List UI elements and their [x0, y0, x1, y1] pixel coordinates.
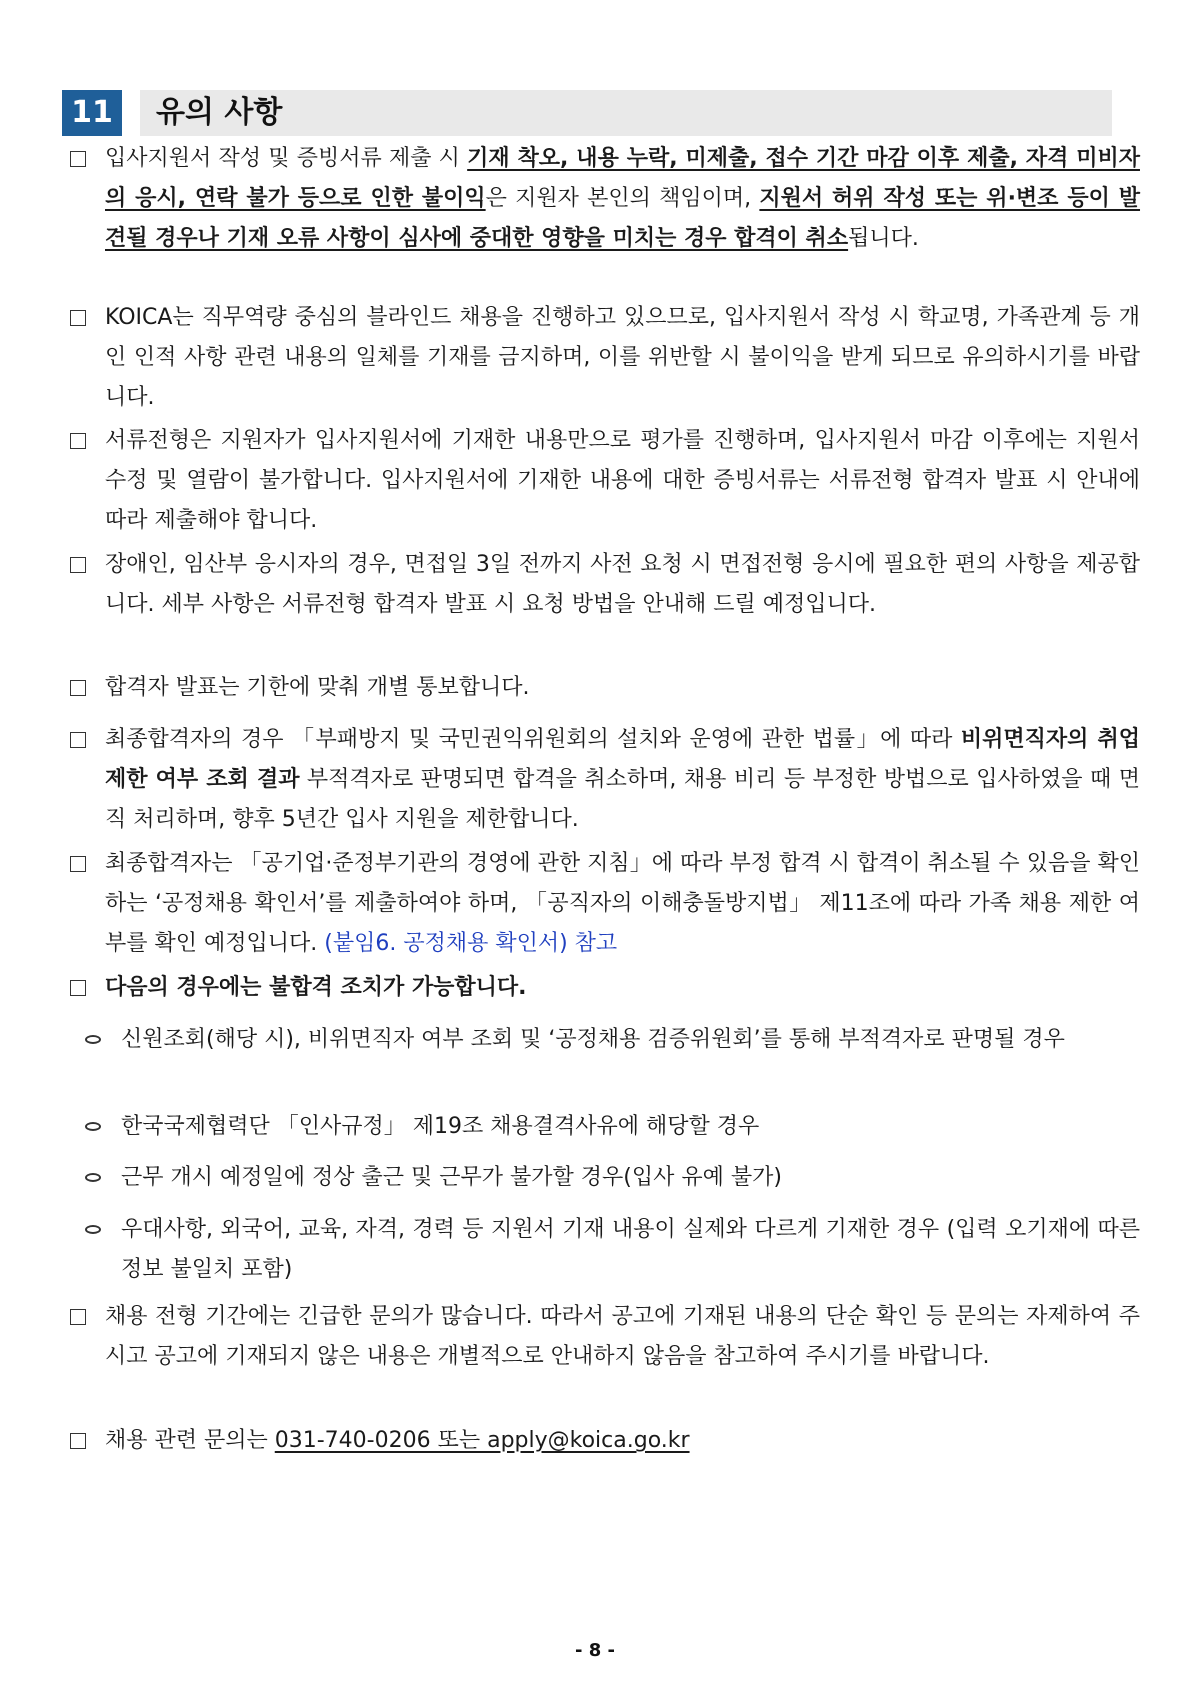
notice-item-10 [70, 1421, 1140, 1461]
contact-info[interactable]: 031-740-0206 또는 apply@koica.go.kr [274, 1428, 690, 1453]
sub-item-1 [85, 1020, 1140, 1060]
checkbox-square-icon [70, 980, 86, 996]
checkbox-square-icon [70, 1433, 86, 1449]
page-number: - 8 - [575, 1640, 615, 1661]
notice-item-3 [70, 421, 1140, 541]
checkbox-square-icon [70, 310, 86, 326]
circle-bullet-icon [85, 1225, 101, 1234]
notice-text: 최종합격자는 「공기업·준정부기관의 경영에 관한 지침」에 따라 부정 합격 시 합격이 취소될 수 있음을 확인하는 ‘공정채용 확인서’를 제출하여야 하며, 「공직자의 이해충돌방지법」 제11조에 따라 가족 채용 제한 여부를 확인 예정입니다. (붙임6. 공정채용 확인서) 참고 [105, 851, 1140, 956]
notice-item-7 [70, 844, 1140, 964]
sub-item-text: 한국국제협력단 「인사규정」 제19조 채용결격사유에 해당할 경우 [121, 1114, 760, 1139]
notice-item-8 [70, 968, 1140, 1008]
checkbox-square-icon [70, 151, 86, 167]
checkbox-square-icon [70, 680, 86, 696]
section-title: 유의 사항 [156, 95, 283, 130]
section-number: 11 [62, 90, 122, 136]
checkbox-square-icon [70, 732, 86, 748]
section-title-bar [140, 90, 1112, 136]
sub-item-3 [85, 1158, 1140, 1198]
checkbox-square-icon [70, 433, 86, 449]
notice-text: 채용 관련 문의는 031-740-0206 또는 apply@koica.go.kr [105, 1428, 690, 1453]
notice-text: KOICA는 직무역량 중심의 블라인드 채용을 진행하고 있으므로, 입사지원서 작성 시 학교명, 가족관계 등 개인 인적 사항 관련 내용의 일체를 기재를 금지하며, 이를 위반할 시 불이익을 받게 되므로 유의하시기를 바랍니다. [105, 305, 1140, 410]
attachment-reference: (붙임6. 공정채용 확인서) 참고 [324, 931, 618, 956]
circle-bullet-icon [85, 1035, 101, 1044]
checkbox-square-icon [70, 856, 86, 872]
notice-item-6 [70, 720, 1140, 840]
sub-item-text: 신원조회(해당 시), 비위면직자 여부 조회 및 ‘공정채용 검증위원회’를 통해 부적격자로 판명될 경우 [121, 1027, 1065, 1052]
notice-text: 서류전형은 지원자가 입사지원서에 기재한 내용만으로 평가를 진행하며, 입사지원서 마감 이후에는 지원서 수정 및 열람이 불가합니다. 입사지원서에 기재한 내용에 대한 증빙서류는 서류전형 합격자 발표 시 안내에 따라 제출해야 합니다. [105, 428, 1140, 533]
notice-item-9 [70, 1297, 1140, 1377]
notice-item-2 [70, 298, 1140, 418]
notice-text: 입사지원서 작성 및 증빙서류 제출 시 기재 착오, 내용 누락, 미제출, 접수 기간 마감 이후 제출, 자격 미비자의 응시, 연락 불가 등으로 인한 불이익은 지원자 본인의 책임이며, 지원서 허위 작성 또는 위·변조 등이 발견될 경우나 기재 오류 사항이 심사에 중대한 영향을 미치는 경우 합격이 취소됩니다. [105, 146, 1141, 251]
notice-item-5 [70, 668, 1140, 708]
circle-bullet-icon [85, 1122, 101, 1131]
sub-item-2 [85, 1107, 1140, 1147]
circle-bullet-icon [85, 1173, 101, 1182]
sub-item-text: 근무 개시 예정일에 정상 출근 및 근무가 불가할 경우(입사 유예 불가) [121, 1165, 782, 1190]
section-header [62, 90, 1112, 136]
notice-item-4 [70, 545, 1140, 625]
notice-text: 최종합격자의 경우 「부패방지 및 국민권익위원회의 설치와 운영에 관한 법률」에 따라 비위면직자의 취업 제한 여부 조회 결과 부적격자로 판명되면 합격을 취소하며, 채용 비리 등 부정한 방법으로 입사하였을 때 면직 처리하며, 향후 5년간 입사 지원을 제한합니다. [105, 727, 1140, 832]
checkbox-square-icon [70, 557, 86, 573]
sub-item-4 [85, 1210, 1140, 1290]
sub-item-text: 우대사항, 외국어, 교육, 자격, 경력 등 지원서 기재 내용이 실제와 다르게 기재한 경우 (입력 오기재에 따른 정보 불일치 포함) [121, 1217, 1140, 1282]
notice-text: 채용 전형 기간에는 긴급한 문의가 많습니다. 따라서 공고에 기재된 내용의 단순 확인 등 문의는 자제하여 주시고 공고에 기재되지 않은 내용은 개별적으로 안내하지 않음을 참고하여 주시기를 바랍니다. [105, 1304, 1140, 1369]
notice-text: 다음의 경우에는 불합격 조치가 가능합니다. [105, 975, 527, 1000]
notice-text: 합격자 발표는 기한에 맞춰 개별 통보합니다. [105, 675, 530, 700]
notice-text: 장애인, 임산부 응시자의 경우, 면접일 3일 전까지 사전 요청 시 면접전형 응시에 필요한 편의 사항을 제공합니다. 세부 사항은 서류전형 합격자 발표 시 요청 방법을 안내해 드릴 예정입니다. [105, 552, 1140, 617]
checkbox-square-icon [70, 1309, 86, 1325]
notice-item-1 [70, 139, 1140, 259]
